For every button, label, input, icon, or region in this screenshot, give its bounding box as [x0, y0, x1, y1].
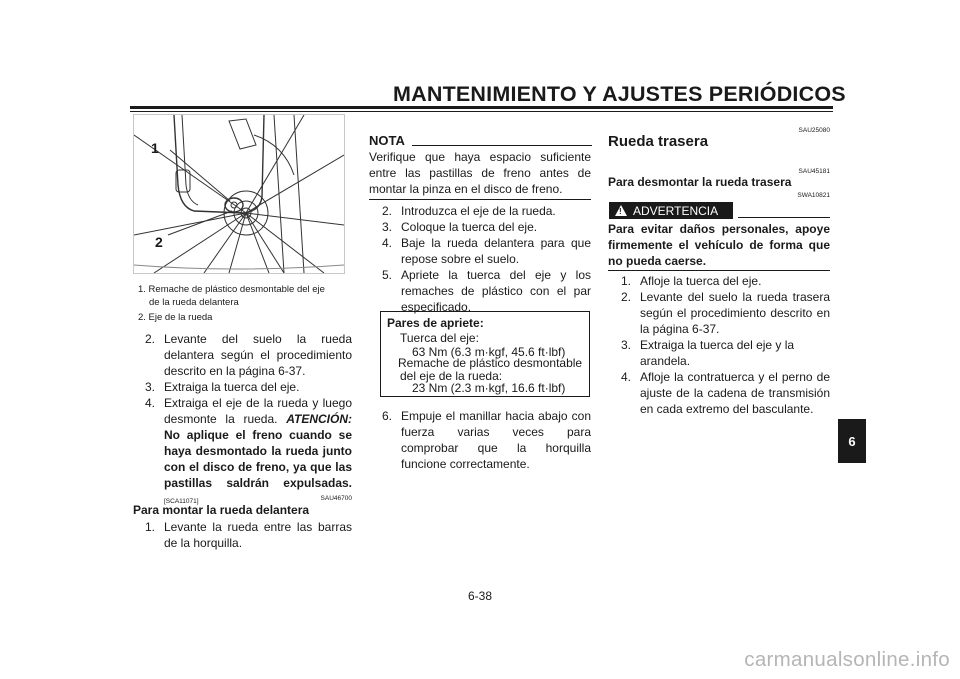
list-item: 5. Apriete la tuerca del eje y los remaches de plástico con el par especificado. — [382, 268, 591, 314]
warn-rule-bottom — [608, 270, 830, 271]
torque-item2-value: 23 Nm (2.3 m·kgf, 16.6 ft·lbf) — [412, 381, 566, 395]
col3-steps — [621, 273, 830, 417]
col1-sub-steps — [145, 519, 352, 551]
figure-label-2: 2 — [155, 234, 163, 250]
page-number: 6-38 — [467, 589, 493, 603]
nota-text: Verifique que haya espacio suficiente entre las pastillas de freno antes de montar la pinza en el disco de freno. — [369, 150, 591, 196]
warn-rule — [738, 217, 830, 218]
caption-1-cont: de la rueda delantera — [149, 297, 239, 308]
list-item: 2. Introduzca el eje de la rueda. — [382, 204, 556, 218]
caption-2: 2. Eje de la rueda — [138, 312, 213, 323]
front-wheel-illustration — [134, 115, 344, 273]
ref-code: [SCA11071] — [164, 498, 199, 505]
torque-item1-label: Tuerca del eje: — [400, 331, 479, 345]
warning-badge — [609, 202, 733, 219]
torque-item2-label-cont: del eje de la rueda: — [400, 369, 503, 383]
nota-rule-bottom — [369, 199, 591, 200]
list-item: 4. Baje la rueda delantera para que repose sobre el suelo. — [382, 236, 591, 266]
section-code: SAU46700 — [320, 495, 352, 502]
warning-icon: ! — [615, 205, 627, 216]
sub-code: SAU45181 — [798, 168, 830, 175]
warn-code: SWA10821 — [797, 192, 830, 199]
header-rule — [130, 106, 833, 109]
nota-label: NOTA — [369, 133, 405, 148]
chapter-tab: 6 — [838, 419, 866, 463]
list-item: 1. Levante la rueda entre las barras de la horquilla. — [145, 520, 352, 550]
warning-text: Para evitar daños personales, apoye firmemente el vehículo de forma que no pueda caerse. — [608, 222, 830, 268]
col2-step6 — [382, 408, 591, 472]
list-item: 3. Extraiga la tuerca del eje. — [145, 380, 300, 394]
list-item: 3. Extraiga la tuerca del eje y la arandela. — [621, 338, 795, 368]
caption-1: 1. Remache de plástico desmontable del eje — [138, 284, 325, 295]
list-item: 4. Afloje la contratuerca y el perno de ajuste de la cadena de transmisión en cada extremo del basculante. — [621, 370, 830, 416]
list-item: 2. Levante del suelo la rueda trasera según el procedimiento descrito en la página 6-37. — [621, 290, 830, 336]
list-item: 3. Coloque la tuerca del eje. — [382, 220, 538, 234]
header-rule-thin — [130, 111, 833, 112]
watermark: carmanualsonline.info — [744, 648, 950, 671]
col1-steps — [145, 331, 352, 510]
col2-steps — [382, 203, 591, 315]
wheel-photo — [133, 114, 345, 274]
sub-title: Para desmontar la rueda trasera — [608, 175, 792, 189]
page-header-title: MANTENIMIENTO Y AJUSTES PERIÓDICOS — [393, 82, 846, 106]
torque-item2-label: Remache de plástico desmontable — [398, 356, 583, 370]
attention-label: ATENCIÓN: — [286, 412, 352, 426]
torque-title: Pares de apriete: — [387, 316, 484, 330]
section-code: SAU25080 — [798, 127, 830, 134]
torque-item1-value: 63 Nm (6.3 m·kgf, 45.6 ft·lbf) — [412, 345, 566, 359]
warning-badge-label: ADVERTENCIA — [633, 203, 719, 218]
list-item: 4. Extraiga el eje de la rueda y luego desmonte la rueda. ATENCIÓN: No aplique el freno cuando se haya desmontado la rueda junto con el disco de freno, ya que las pastillas saldrán expulsadas.[SCA11071] — [145, 396, 352, 505]
figure-label-1: 1 — [151, 140, 159, 156]
list-item: 2. Levante del suelo la rueda delantera según el procedimiento descrito en la página 6-37. — [145, 332, 352, 378]
list-item: 1. Afloje la tuerca del eje. — [621, 274, 762, 288]
attention-text: No aplique el freno cuando se haya desmontado la rueda junto con el disco de freno, ya que las pastillas saldrán expulsadas. — [164, 428, 352, 490]
sub-title: Para montar la rueda delantera — [133, 503, 310, 517]
list-item: 6. Empuje el manillar hacia abajo con fuerza varias veces para comprobar que la horquilla funcione correctamente. — [382, 409, 591, 471]
nota-rule — [412, 145, 592, 146]
section-title: Rueda trasera — [608, 133, 709, 150]
